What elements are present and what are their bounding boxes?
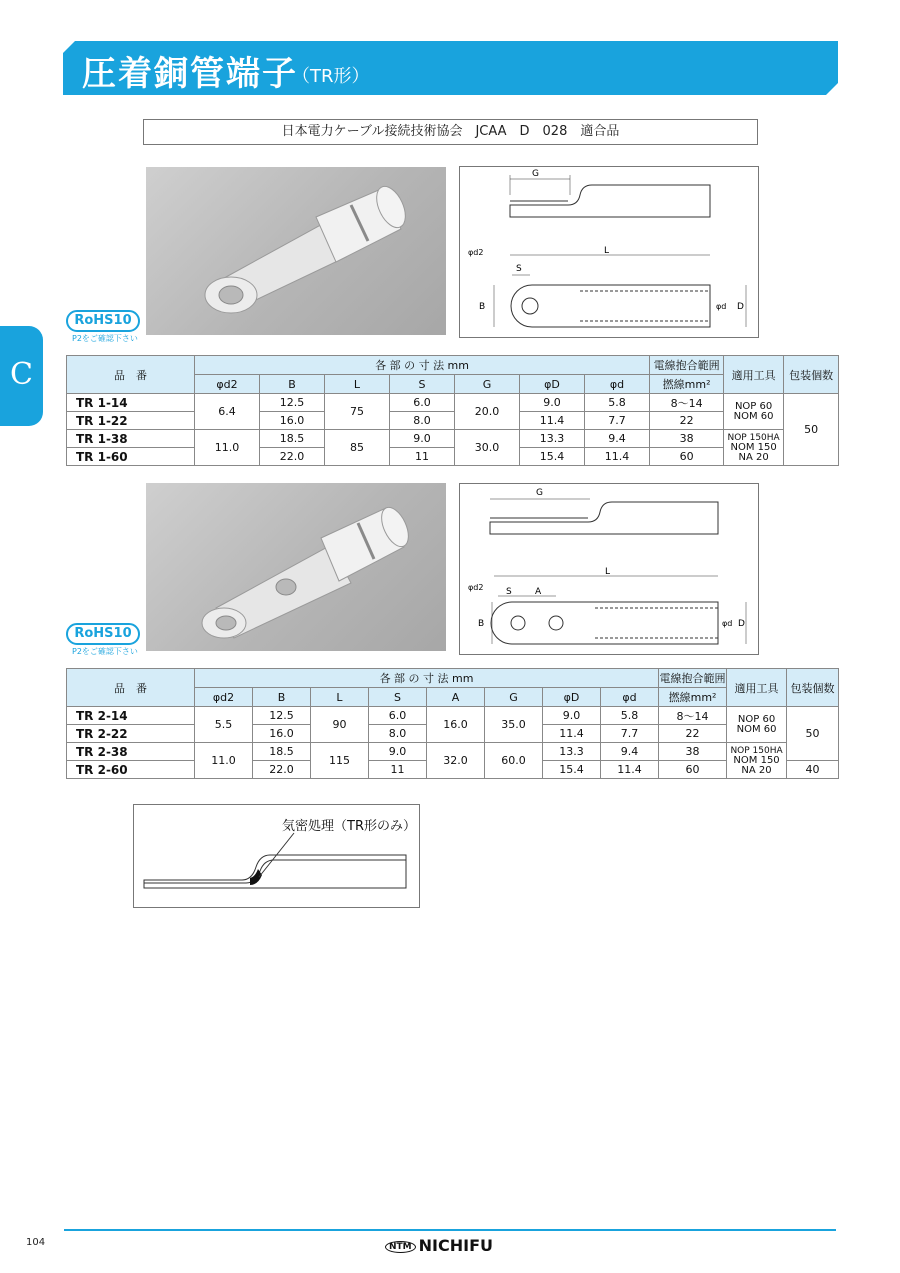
table-row: [67, 394, 839, 412]
spec-table-tr1: [66, 355, 839, 466]
col-D: φD: [543, 688, 601, 707]
table-cell: 75: [325, 394, 390, 430]
table-cell: 9.4: [585, 430, 650, 448]
table-row: [67, 448, 839, 466]
table-cell: TR 1-14: [67, 394, 195, 412]
col-L: L: [311, 688, 369, 707]
table-cell: 22.0: [260, 448, 325, 466]
table-cell: TR 1-22: [67, 412, 195, 430]
ntm-logo: NTM: [385, 1241, 416, 1253]
col-B: B: [260, 375, 325, 394]
label-B: B: [479, 302, 486, 312]
table-cell: TR 1-38: [67, 430, 195, 448]
header-range: 電線抱合範囲: [659, 669, 727, 688]
table-cell: 30.0: [455, 430, 520, 466]
dimension-diagram-tr2: [459, 483, 759, 655]
table-cell: TR 2-60: [67, 761, 195, 779]
table-cell: 6.4: [195, 394, 260, 430]
header-range: 電線抱合範囲: [650, 356, 724, 375]
standard-note: 日本電力ケーブル接続技術協会 JCAA D 028 適合品: [143, 119, 758, 145]
table-cell: 13.3: [520, 430, 585, 448]
col-S: S: [390, 375, 455, 394]
table-cell: 15.4: [520, 448, 585, 466]
table-cell: 11: [369, 761, 427, 779]
col-D: φD: [520, 375, 585, 394]
table-cell: NOP 60 NOM 60: [727, 707, 787, 743]
col-G: G: [455, 375, 520, 394]
label-d: φd: [716, 302, 727, 311]
table-cell: 6.0: [369, 707, 427, 725]
label-A: A: [535, 587, 542, 597]
table-cell: 38: [650, 430, 724, 448]
table-cell: 60: [659, 761, 727, 779]
col-d: φd: [585, 375, 650, 394]
table-cell: 9.0: [520, 394, 585, 412]
table-cell: 7.7: [585, 412, 650, 430]
dimension-drawing: [460, 484, 758, 654]
table-cell: 35.0: [485, 707, 543, 743]
header-pack: 包装個数: [787, 669, 839, 707]
page-title: 圧着銅管端子: [82, 54, 298, 94]
label-G: G: [536, 488, 543, 498]
table-cell: 20.0: [455, 394, 520, 430]
table-cell: 8.0: [369, 725, 427, 743]
col-d2: φd2: [195, 375, 260, 394]
table-cell: 85: [325, 430, 390, 466]
footer-divider: [64, 1229, 836, 1231]
table-cell: 11.0: [195, 430, 260, 466]
table-cell: 22: [650, 412, 724, 430]
table-cell: 38: [659, 743, 727, 761]
header-dimensions: 各 部 の 寸 法 mm: [195, 356, 650, 375]
table-cell: 12.5: [253, 707, 311, 725]
table-cell: 18.5: [260, 430, 325, 448]
header-dimensions: 各 部 の 寸 法 mm: [195, 669, 659, 688]
table-cell: NOP 60 NOM 60: [724, 394, 784, 430]
header-tool: 適用工具: [724, 356, 784, 394]
table-cell: 16.0: [260, 412, 325, 430]
page-number: 104: [26, 1237, 46, 1248]
label-S: S: [516, 264, 522, 274]
table-cell: 18.5: [253, 743, 311, 761]
table-cell: 5.8: [601, 707, 659, 725]
rohs-badge: RoHS10: [66, 310, 140, 332]
table-cell: NOP 150HA NOM 150 NA 20: [724, 430, 784, 466]
product-photo-tr2: [146, 483, 446, 651]
header-part-number: 品 番: [67, 669, 195, 707]
header-unit: 撚線mm²: [659, 688, 727, 707]
table-row: [67, 430, 839, 448]
table-cell: 5.5: [195, 707, 253, 743]
header-unit: 撚線mm²: [650, 375, 724, 394]
product-photo-tr1: [146, 167, 446, 335]
table-cell: 9.0: [369, 743, 427, 761]
table-cell: 16.0: [253, 725, 311, 743]
page-subtitle: （TR形）: [292, 66, 370, 87]
rohs-note: P2をご確認下さい: [72, 647, 138, 656]
table-cell: 15.4: [543, 761, 601, 779]
label-d2: φd2: [468, 248, 484, 257]
table-cell: 8.0: [390, 412, 455, 430]
brand-name: NICHIFU: [418, 1236, 493, 1255]
rohs-badge: RoHS10: [66, 623, 140, 645]
dimension-drawing: [460, 167, 758, 337]
header-part-number: 品 番: [67, 356, 195, 394]
table-cell: 32.0: [427, 743, 485, 779]
table-row: [67, 412, 839, 430]
label-S: S: [506, 587, 512, 597]
col-S: S: [369, 688, 427, 707]
table-cell: 6.0: [390, 394, 455, 412]
table-cell: TR 2-38: [67, 743, 195, 761]
table-cell: TR 2-22: [67, 725, 195, 743]
label-D: D: [738, 619, 745, 629]
table-cell: 9.0: [543, 707, 601, 725]
section-tab: C: [0, 326, 43, 426]
label-d2: φd2: [468, 583, 484, 592]
table-cell: 50: [784, 394, 839, 466]
label-L: L: [605, 567, 611, 577]
spec-table-tr2: [66, 668, 839, 779]
table-cell: 11.0: [195, 743, 253, 779]
label-B: B: [478, 619, 485, 629]
table-cell: 60: [650, 448, 724, 466]
terminal-tr2-image: [146, 483, 446, 651]
header-pack: 包装個数: [784, 356, 839, 394]
table-cell: TR 2-14: [67, 707, 195, 725]
table-cell: 11.4: [520, 412, 585, 430]
table-cell: 50: [787, 707, 839, 761]
table-cell: 22: [659, 725, 727, 743]
table-cell: 115: [311, 743, 369, 779]
table-cell: 8〜14: [650, 394, 724, 412]
table-cell: 5.8: [585, 394, 650, 412]
rohs-note: P2をご確認下さい: [72, 334, 138, 343]
col-B: B: [253, 688, 311, 707]
brand-logo: [385, 1236, 493, 1255]
table-cell: 60.0: [485, 743, 543, 779]
table-cell: 22.0: [253, 761, 311, 779]
header-tool: 適用工具: [727, 669, 787, 707]
table-row: [67, 707, 839, 725]
table-cell: 13.3: [543, 743, 601, 761]
table-cell: 11.4: [543, 725, 601, 743]
table-cell: NOP 150HA NOM 150 NA 20: [727, 743, 787, 779]
label-D: D: [737, 302, 744, 312]
col-A: A: [427, 688, 485, 707]
terminal-tr1-image: [146, 167, 446, 335]
col-G: G: [485, 688, 543, 707]
table-cell: 11.4: [585, 448, 650, 466]
table-cell: 8〜14: [659, 707, 727, 725]
col-d2: φd2: [195, 688, 253, 707]
table-cell: 11: [390, 448, 455, 466]
dimension-diagram-tr1: [459, 166, 759, 338]
table-cell: 16.0: [427, 707, 485, 743]
table-cell: 9.0: [390, 430, 455, 448]
airtight-label: 気密処理（TR形のみ）: [282, 819, 416, 834]
table-cell: 7.7: [601, 725, 659, 743]
label-d: φd: [722, 619, 733, 628]
table-cell: TR 1-60: [67, 448, 195, 466]
table-cell: 12.5: [260, 394, 325, 412]
table-row: [67, 743, 839, 761]
table-cell: 9.4: [601, 743, 659, 761]
table-cell: 90: [311, 707, 369, 743]
col-L: L: [325, 375, 390, 394]
table-cell: 40: [787, 761, 839, 779]
label-L: L: [604, 246, 610, 256]
table-cell: 11.4: [601, 761, 659, 779]
col-d: φd: [601, 688, 659, 707]
label-G: G: [532, 169, 539, 179]
